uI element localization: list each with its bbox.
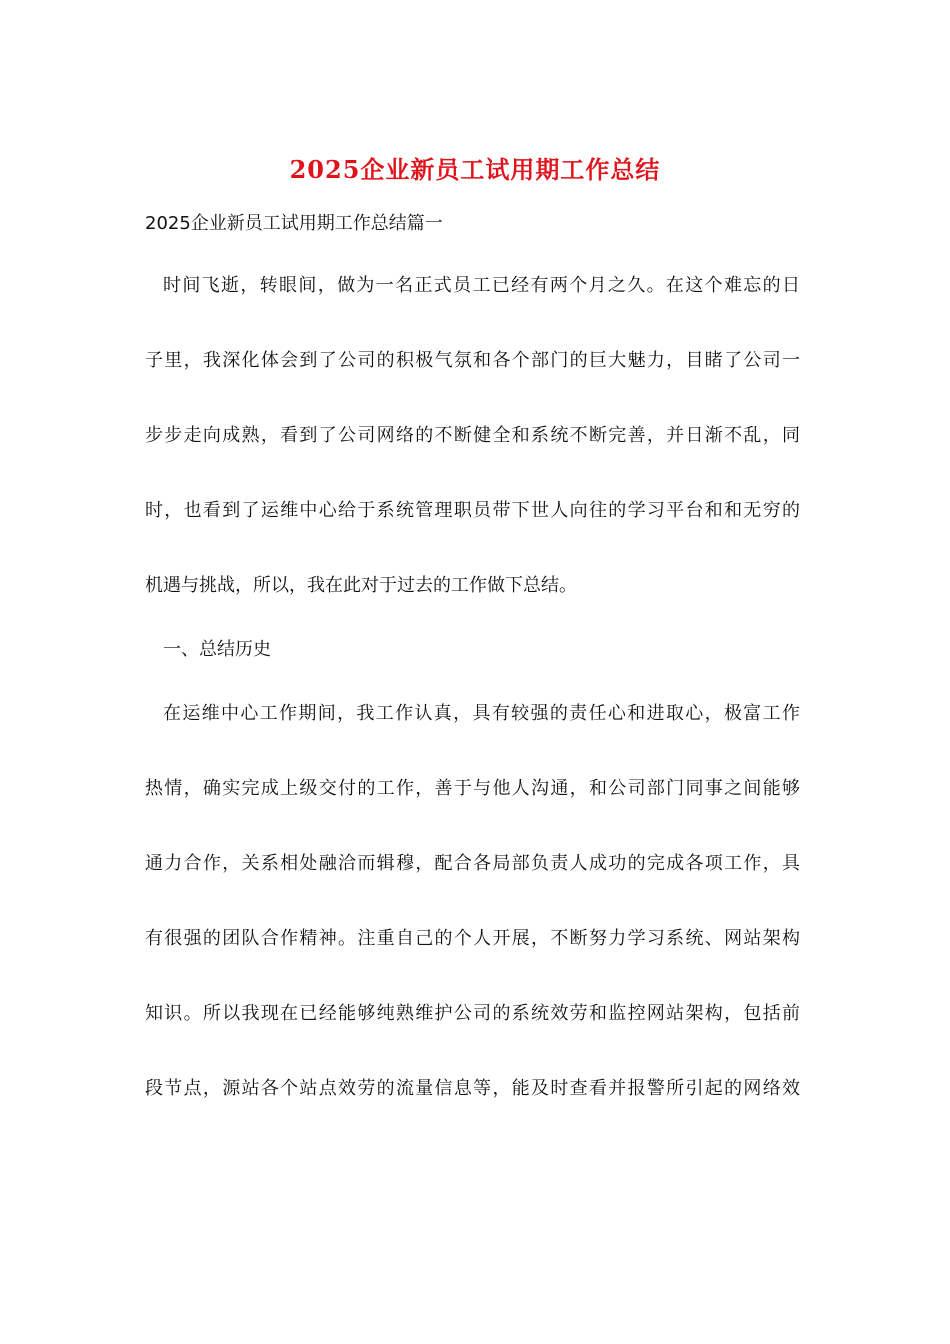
section-heading: 一、总结历史	[163, 639, 271, 660]
paragraph-line: 时，也看到了运维中心给于系统管理职员带下世人向往的学习平台和和无穷的	[145, 500, 800, 521]
paragraph-line: 时间飞逝，转眼间，做为一名正式员工已经有两个月之久。在这个难忘的日	[163, 275, 800, 296]
document-body	[145, 271, 800, 1149]
paragraph-line: 段节点，源站各个站点效劳的流量信息等，能及时查看并报警所引起的网络效	[145, 1078, 800, 1099]
document-title: 2025企业新员工试用期工作总结	[289, 155, 661, 184]
paragraph-line: 步步走向成熟，看到了公司网络的不断健全和系统不断完善，并日渐不乱，同	[145, 425, 800, 446]
paragraph-line: 有很强的团队合作精神。注重自己的个人开展，不断努力学习系统、网站架构	[145, 928, 800, 949]
paragraph-line: 子里，我深化体会到了公司的积极气氛和各个部门的巨大魅力，目睹了公司一	[145, 350, 800, 371]
document-subtitle: 2025企业新员工试用期工作总结篇一	[145, 213, 443, 234]
paragraph-line: 热情，确实完成上级交付的工作，善于与他人沟通，和公司部门同事之间能够	[145, 778, 800, 799]
paragraph-line: 机遇与挑战，所以，我在此对于过去的工作做下总结。	[145, 575, 577, 596]
paragraph-line: 知识。所以我现在已经能够纯熟维护公司的系统效劳和监控网站架构，包括前	[145, 1003, 800, 1024]
paragraph-line: 在运维中心工作期间，我工作认真，具有较强的责任心和进取心，极富工作	[163, 703, 800, 724]
paragraph-line: 通力合作，关系相处融洽而辑穆，配合各局部负责人成功的完成各项工作，具	[145, 853, 800, 874]
